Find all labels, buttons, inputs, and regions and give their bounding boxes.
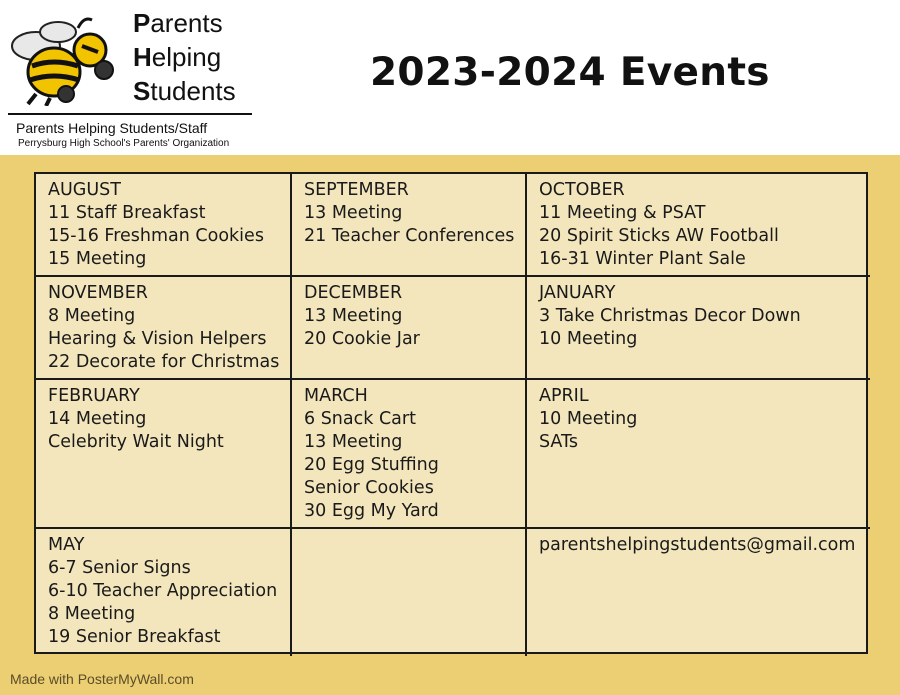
month-cell-april [527, 380, 870, 529]
org-subtitle: Parents Helping Students/Staff [16, 120, 208, 136]
event-item: 16-31 Winter Plant Sale [539, 249, 746, 269]
event-item: 20 Egg Stuffing [304, 455, 439, 475]
month-cell-january [527, 277, 870, 380]
event-item: 20 Spirit Sticks AW Football [539, 226, 779, 246]
brand-line: Helping [133, 42, 222, 72]
month-cell-may [36, 529, 292, 656]
header [0, 0, 900, 155]
event-item: 10 Meeting [539, 409, 638, 429]
hornet-mascot-icon [6, 8, 130, 106]
month-heading: OCTOBER [539, 180, 625, 200]
event-item: 30 Egg My Yard [304, 501, 439, 521]
event-item: 15-16 Freshman Cookies [48, 226, 264, 246]
divider [8, 113, 252, 115]
brand-line: Students [133, 76, 236, 106]
event-item: 13 Meeting [304, 306, 403, 326]
month-heading: FEBRUARY [48, 386, 140, 406]
event-item: 3 Take Christmas Decor Down [539, 306, 801, 326]
event-item: 11 Meeting & PSAT [539, 203, 706, 223]
empty-cell [292, 529, 527, 656]
footer-credit: Made with PosterMyWall.com [10, 671, 194, 687]
event-item: 8 Meeting [48, 306, 136, 326]
month-heading: AUGUST [48, 180, 121, 200]
contact-cell [527, 529, 870, 656]
event-item: Senior Cookies [304, 478, 434, 498]
event-item: 8 Meeting [48, 604, 136, 624]
event-item: 15 Meeting [48, 249, 147, 269]
event-item: 11 Staff Breakfast [48, 203, 206, 223]
month-cell-march [292, 380, 527, 529]
brand-line: Parents [133, 8, 223, 38]
event-item: 20 Cookie Jar [304, 329, 420, 349]
contact-email[interactable]: parentshelpingstudents@gmail.com [539, 535, 856, 555]
month-cell-november [36, 277, 292, 380]
month-heading: JANUARY [539, 283, 616, 303]
event-item: 6 Snack Cart [304, 409, 416, 429]
event-item: 19 Senior Breakfast [48, 627, 221, 647]
event-item: 13 Meeting [304, 432, 403, 452]
event-item: SATs [539, 432, 578, 452]
month-cell-december [292, 277, 527, 380]
month-cell-october [527, 174, 870, 277]
event-item: 13 Meeting [304, 203, 403, 223]
month-heading: MAY [48, 535, 85, 555]
event-item: 6-7 Senior Signs [48, 558, 191, 578]
month-cell-august [36, 174, 292, 277]
month-cell-september [292, 174, 527, 277]
event-item: 21 Teacher Conferences [304, 226, 515, 246]
month-cell-february [36, 380, 292, 529]
event-item: 22 Decorate for Christmas [48, 352, 280, 372]
page-title: 2023-2024 Events [370, 50, 770, 95]
event-item: Hearing & Vision Helpers [48, 329, 267, 349]
event-item: 6-10 Teacher Appreciation [48, 581, 278, 601]
month-heading: SEPTEMBER [304, 180, 409, 200]
event-item: Celebrity Wait Night [48, 432, 224, 452]
events-grid [34, 172, 868, 654]
month-heading: APRIL [539, 386, 589, 406]
event-item: 10 Meeting [539, 329, 638, 349]
month-heading: MARCH [304, 386, 368, 406]
event-item: 14 Meeting [48, 409, 147, 429]
month-heading: NOVEMBER [48, 283, 148, 303]
month-heading: DECEMBER [304, 283, 403, 303]
brand-wordmark [133, 6, 236, 108]
org-subtitle-small: Perrysburg High School's Parents' Organization [18, 138, 230, 149]
